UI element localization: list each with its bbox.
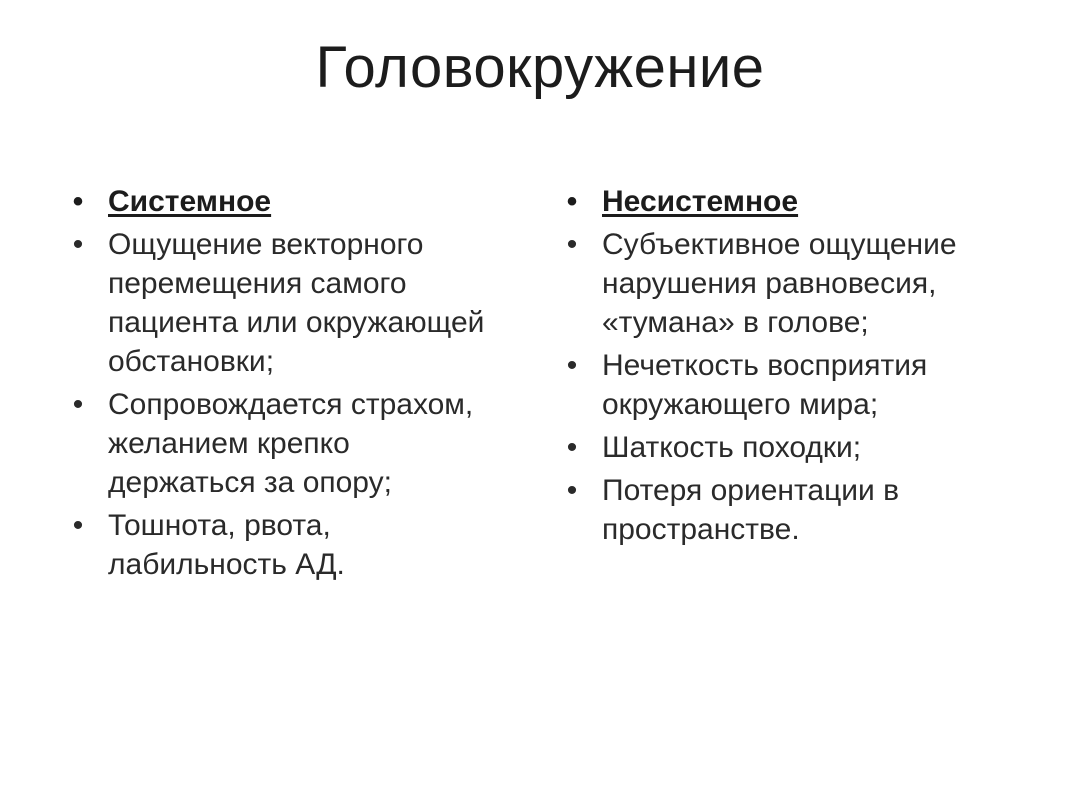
systemic-vertigo-list [68,182,498,588]
list-item [562,225,1022,342]
bullet-icon: • [72,228,84,261]
list-item-text: Потеря ориентации в пространстве. [602,474,900,546]
slide-title: Головокружение [315,35,765,100]
list-item-text: Субъективное ощущение нарушения равновесия, «тумана» в голове; [602,228,957,339]
list-heading-non-systemic [562,182,1022,221]
list-item [68,225,498,381]
bullet-icon: • [72,509,84,542]
list-item-text: Нечеткость восприятия окружающего мира; [602,349,928,421]
list-item-text: Ощущение векторного перемещения самого пациента или окружающей обстановки; [108,228,485,378]
bullet-icon: • [72,388,84,421]
list-item [562,471,1022,549]
bullet-icon: • [72,185,84,218]
list-item [562,346,1022,424]
bullet-icon: • [566,228,578,261]
list-heading-systemic [68,182,498,221]
bullet-icon: • [566,474,578,507]
list-item-text: Шаткость походки; [602,431,862,464]
list-item [68,385,498,502]
bullet-icon: • [566,349,578,382]
list-item-text: Сопровождается страхом, желанием крепко держаться за опору; [108,388,474,499]
list-item [68,506,498,584]
list-item [562,428,1022,467]
list-item-text: Тошнота, рвота, лабильность АД. [108,509,345,581]
list-item-text: Несистемное [602,185,799,218]
bullet-icon: • [566,185,578,218]
list-item-text: Системное [108,185,272,218]
non-systemic-vertigo-list [562,182,1022,553]
bullet-icon: • [566,431,578,464]
